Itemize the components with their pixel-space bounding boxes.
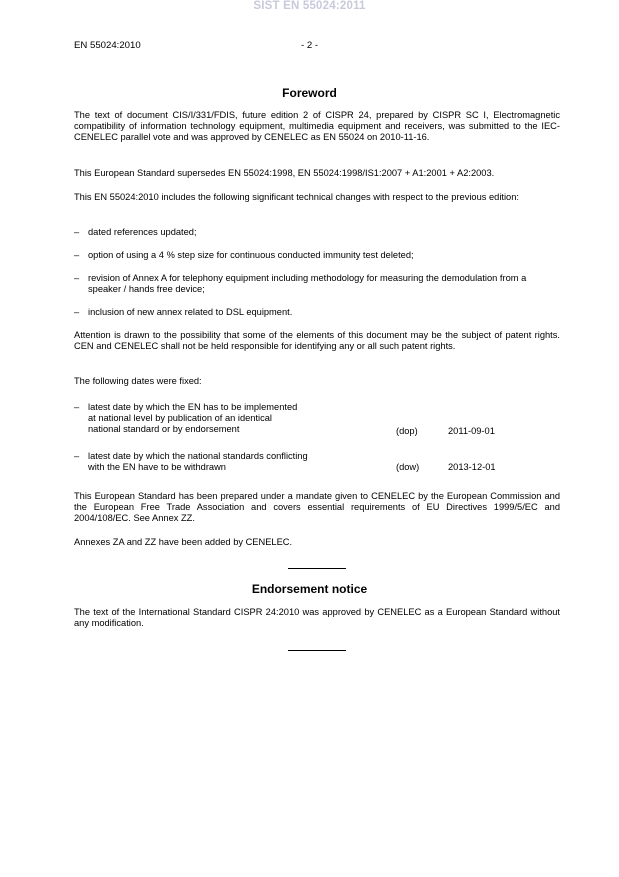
list-dash: – bbox=[74, 250, 80, 260]
section-divider bbox=[288, 568, 346, 569]
date-item-line: at national level by publication of an identical bbox=[88, 413, 272, 423]
list-dash: – bbox=[74, 307, 80, 317]
date-item-line: national standard or by endorsement bbox=[88, 424, 240, 434]
endorsement-paragraph: The text of the International Standard CISPR 24:2010 was approved by CENELEC as a European Standard without any modification. bbox=[74, 607, 560, 628]
date-item-line: latest date by which the EN has to be implemented bbox=[88, 402, 298, 412]
foreword-paragraph-2: This European Standard supersedes EN 55024:1998, EN 55024:1998/IS1:2007 + A1:2001 + A2:2003. bbox=[74, 168, 495, 178]
foreword-paragraph-5: The following dates were fixed: bbox=[74, 376, 202, 386]
list-item: revision of Annex A for telephony equipment including methodology for measuring the demodulation from a speaker / hands free device; bbox=[88, 273, 527, 294]
date-abbr-dow: (dow) bbox=[396, 462, 420, 472]
date-abbr-dop: (dop) bbox=[396, 426, 418, 436]
list-dash: – bbox=[74, 273, 80, 283]
foreword-paragraph-1: The text of document CIS/I/331/FDIS, future edition 2 of CISPR 24, prepared by CISPR SC I, Electromagnetic compatibility of information technology equipment, multimedia equipment and receivers, was submitted to the IEC-CENELEC parallel vote and was approved by CENELEC as EN 55024 on 2010-11-16. bbox=[74, 110, 560, 142]
date-value-dow: 2013-12-01 bbox=[448, 462, 496, 472]
list-dash: – bbox=[74, 227, 80, 237]
foreword-paragraph-6: This European Standard has been prepared under a mandate given to CENELEC by the European Commission and the European Free Trade Association and covers essential requirements of EU Directives 1999/5/EC and 2004/108/EC. See Annex ZZ. bbox=[74, 491, 560, 523]
section-divider bbox=[288, 650, 346, 651]
header-doc-id: EN 55024:2010 bbox=[74, 40, 141, 51]
endorsement-title: Endorsement notice bbox=[251, 582, 368, 596]
watermark: SIST EN 55024:2011 bbox=[253, 0, 366, 12]
list-dash: – bbox=[74, 451, 80, 461]
list-item: option of using a 4 % step size for continuous conducted immunity test deleted; bbox=[88, 250, 414, 260]
foreword-title: Foreword bbox=[282, 86, 337, 100]
date-item-line: latest date by which the national standards conflicting bbox=[88, 451, 308, 461]
list-item: inclusion of new annex related to DSL equipment. bbox=[88, 307, 293, 317]
foreword-paragraph-3: This EN 55024:2010 includes the following significant technical changes with respect to the previous edition: bbox=[74, 192, 519, 202]
list-dash: – bbox=[74, 402, 80, 412]
foreword-paragraph-7: Annexes ZA and ZZ have been added by CENELEC. bbox=[74, 537, 293, 547]
date-item-line: with the EN have to be withdrawn bbox=[88, 462, 226, 472]
date-value-dop: 2011-09-01 bbox=[448, 426, 495, 436]
page-number: - 2 - bbox=[300, 40, 319, 51]
list-item: dated references updated; bbox=[88, 227, 197, 237]
foreword-paragraph-4: Attention is drawn to the possibility that some of the elements of this document may be the subject of patent rights. CEN and CENELEC shall not be held responsible for identifying any or all such patent rights. bbox=[74, 330, 560, 351]
